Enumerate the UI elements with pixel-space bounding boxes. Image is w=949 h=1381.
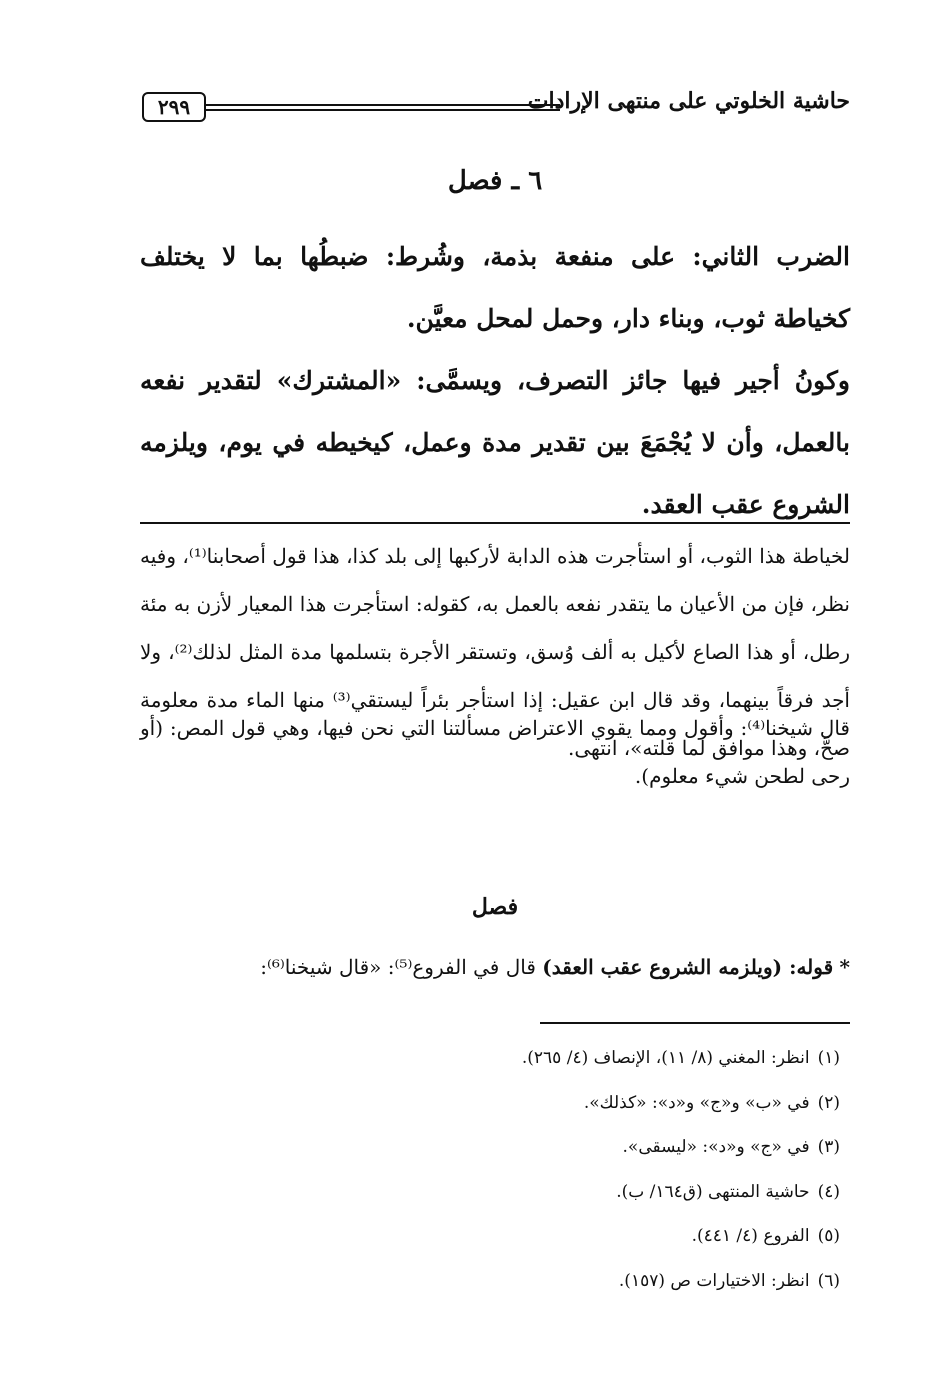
footnote-text: انظر: الاختيارات ص (١٥٧). [618,1270,810,1291]
subsection-heading: فصل [471,894,519,920]
footnote-number: (٦) [817,1270,840,1291]
matn-paragraph: الضرب الثاني: على منفعة بذمة، وشُرط: ضبطُها بما لا يختلف كخياطة ثوب، وبناء دار، وحمل لمحل معيَّن. [140,242,850,333]
footnote-item [140,1081,840,1126]
page-number: ٢٩٩ [142,92,206,122]
commentary-paragraph [140,943,850,991]
quoted-lemma: قوله: (ويلزمه الشروع عقب العقد) [542,955,834,979]
header-rule [206,104,560,106]
commentary-text: قال في الفروع⁽⁵⁾: «قال شيخنا⁽⁶⁾: [260,955,543,979]
footnote-item [140,1036,840,1081]
footnote-number: (٣) [817,1137,840,1157]
footnote-text: الفروع (٤/ ٤٤١). [691,1226,810,1246]
footnote-text: في «ب» و«ج» و«د»: «كذلك». [583,1092,810,1113]
matn-paragraph: وكونُ أجير فيها جائز التصرف، ويسمَّى: «المشترك» لتقدير نفعه بالعمل، وأن لا يُجْمَعَ بين تقدير مدة وعمل، كيخيطه في يوم، ويلزمه الشروع عقب العقد. [140,366,850,519]
running-title: حاشية الخلوتي على منتهى الإرادات [527,88,850,114]
header-rule [206,109,560,111]
asterisk-marker: * [839,955,850,979]
footnote-divider [540,1022,850,1024]
footnotes-list [140,1036,840,1303]
commentary-paragraph: قال شيخنا⁽⁴⁾: وأقول ومما يقوي الاعتراض مسألتنا التي نحن فيها، وهي قول المص: (أو رحى لطحن شيء معلوم). [140,716,850,788]
footnote-text: في «ج» و«د»: «ليسقى». [622,1137,810,1157]
footnote-item [140,1170,840,1215]
footnote-item [140,1259,840,1304]
footnote-number: (٤) [817,1181,840,1202]
section-heading: ٦ ـ فصل [447,166,543,196]
footnote-number: (٥) [817,1226,840,1246]
footnote-number: (٢) [817,1092,840,1113]
footnote-text: انظر: المغني (٨/ ١١)، الإنصاف (٤/ ٢٦٥). [521,1048,810,1068]
footnote-number: (١) [817,1048,840,1068]
running-header [140,84,850,128]
commentary-paragraph: لخياطة هذا الثوب، أو استأجرت هذه الدابة لأركبها إلى بلد كذا، هذا قول أصحابنا⁽¹⁾، وفيه نظر، فإن من الأعيان ما يتقدر نفعه بالعمل به، كقوله: استأجرت هذا المعيار لأزن به مئة رطل، أو هذا الصاع لأكيل به ألف وُسق، وتستقر الأجرة بتسلمها مدة المثل لذلك⁽²⁾، ولا أجد فرقاً بينهما، وقد قال ابن عقيل: إذا استأجر بئراً ليستقي⁽³⁾ منها الماء مدة معلومة صحَّ، وهذا موافق لما قلته»، انتهى. [140,544,850,760]
footnote-text: حاشية المنتهى (ق١٦٤/ ب). [616,1181,810,1202]
matn-commentary-divider [140,522,850,524]
footnote-item [140,1214,840,1259]
footnote-item [140,1125,840,1170]
